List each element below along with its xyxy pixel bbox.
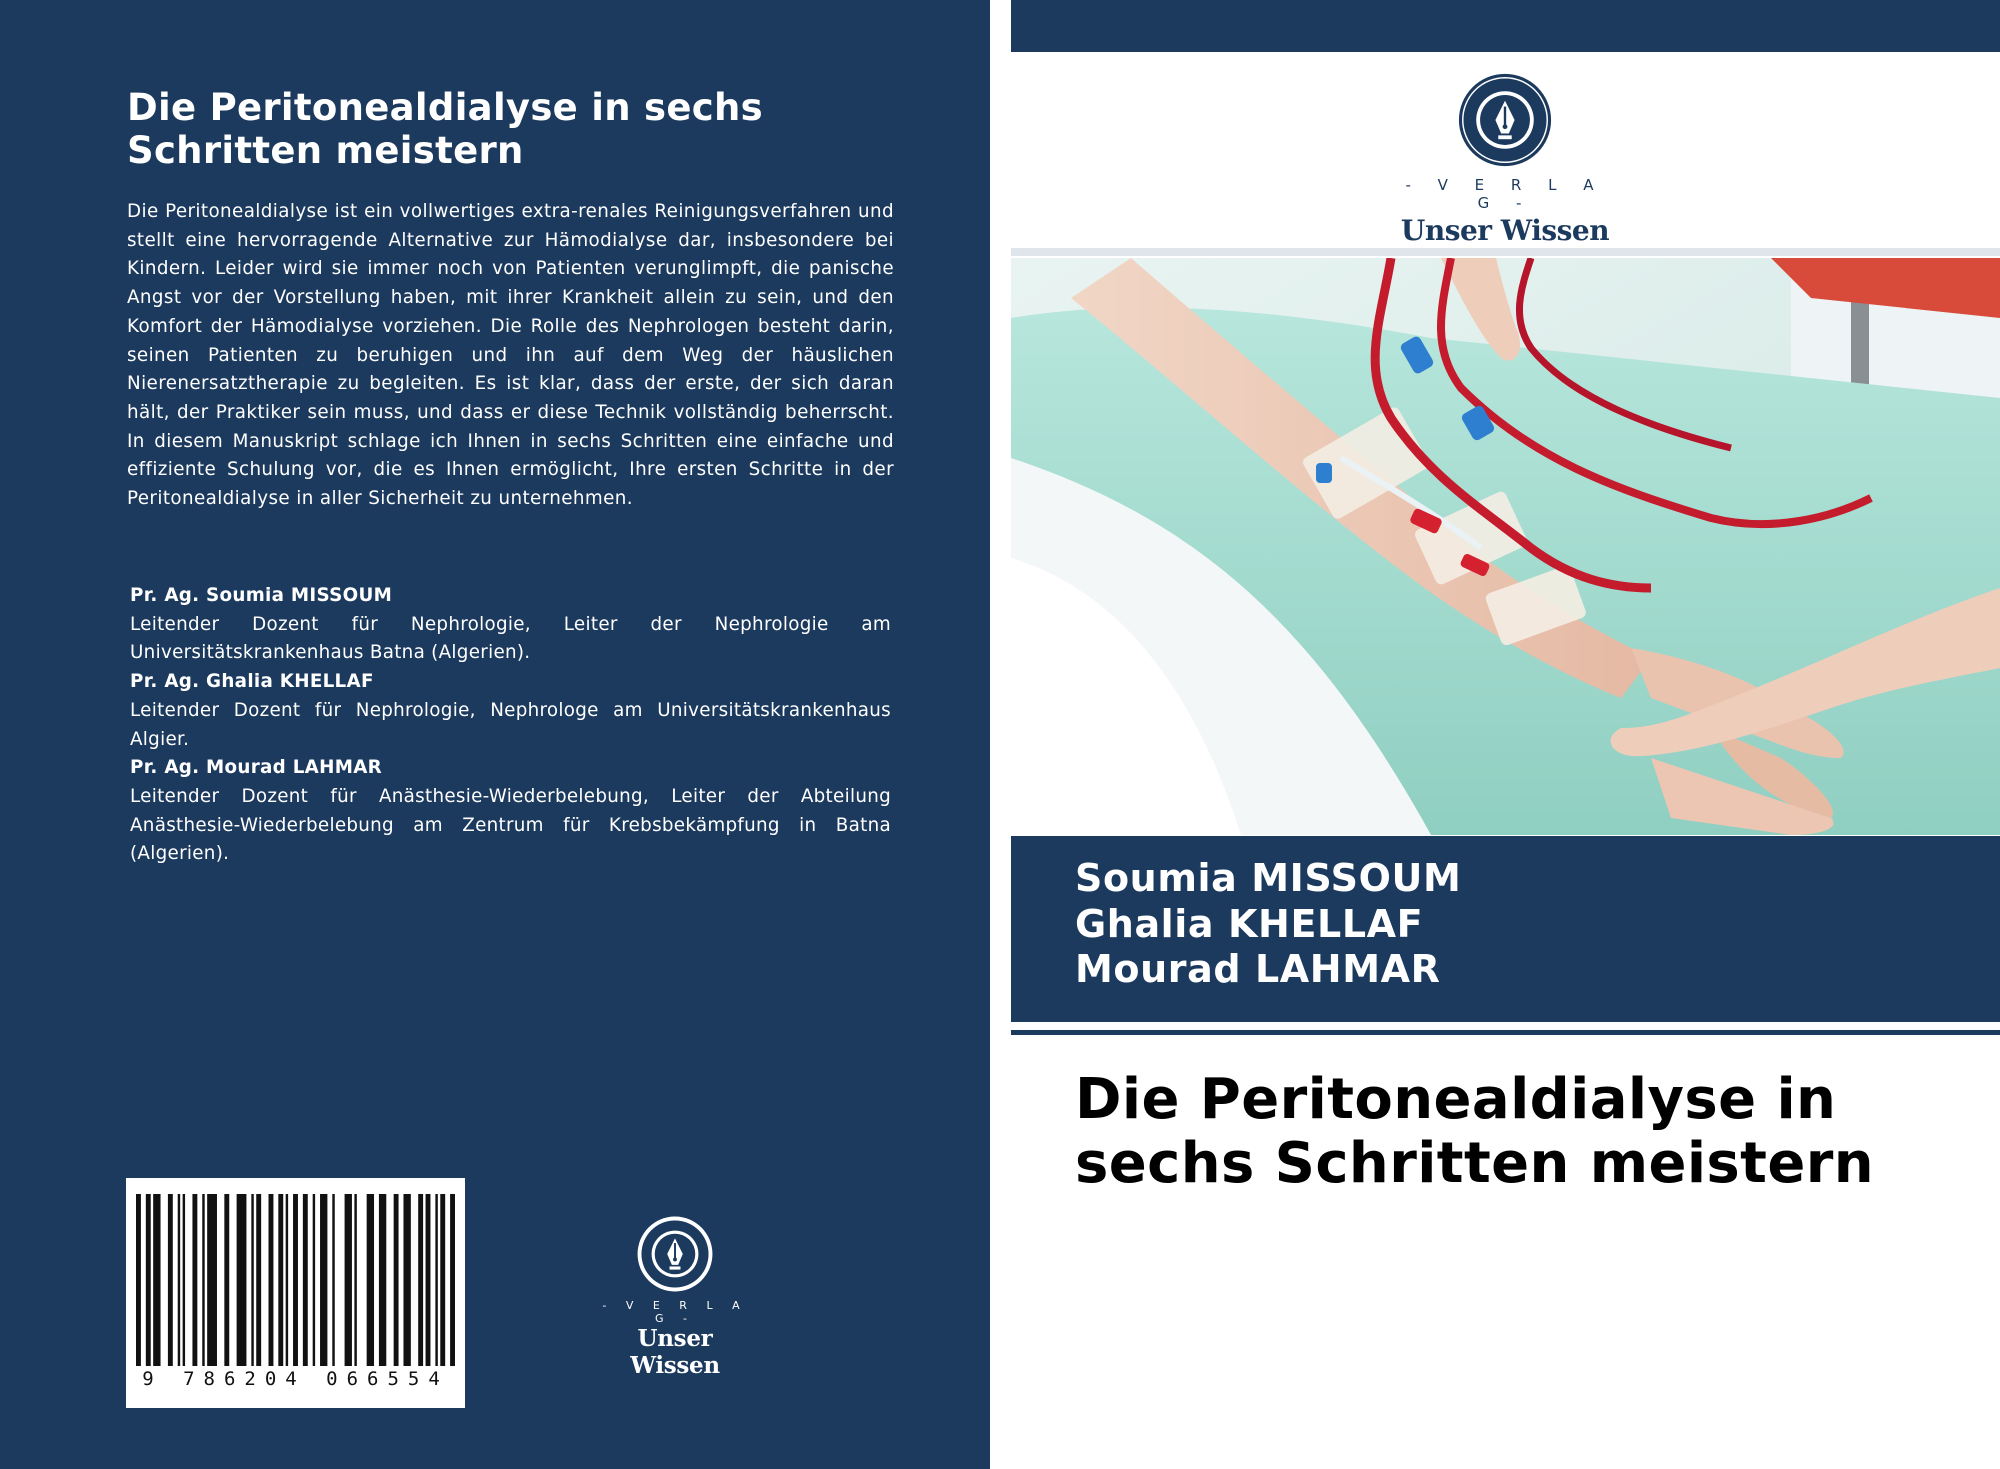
barcode-bar (379, 1194, 386, 1366)
front-cover-title: Die Peritonealdialyse in sechs Schritten meistern (1075, 1067, 1874, 1196)
publisher-brand: Unser Wissen (1400, 214, 1610, 247)
barcode-bar (345, 1194, 352, 1366)
author-name: Mourad LAHMAR (1075, 947, 1441, 991)
back-cover-blurb: Die Peritonealdialyse ist ein vollwertiges extra-renales Reinigungsverfahren und stellt eine hervorragende Alternative zur Hämodialyse dar, insbesondere bei Kindern. Leider wird sie immer noch von Patienten verunglimpft, die panische Angst vor der Vorstellung haben, mit ihrer Krankheit allein zu sein, und den Komfort der Hämodialyse vorziehen. Die Rolle des Nephrologen besteht darin, seinen Patienten zu beruhigen und ihn auf dem Weg der häuslichen Nierenersatztherapie zu begleiten. Es ist klar, dass der erste, der sich daran hält, der Praktiker sein muss, und dass er diese Technik vollständig beherrscht. In diesem Manuskript schlage ich Ihnen in sechs Schritten eine einfache und effiziente Schulung vor, die es Ihnen ermöglicht, Ihre ersten Schritte in der Peritonealdialyse in aller Sicherheit zu unternehmen. (127, 201, 894, 510)
barcode-bar (136, 1194, 141, 1366)
barcode-bar (440, 1194, 445, 1366)
barcode-bar (293, 1194, 298, 1366)
barcode-bar (251, 1194, 253, 1366)
author-band-rule (1011, 1030, 2000, 1035)
back-cover-title: Die Peritonealdialyse in sechs Schritten meistern (127, 86, 763, 172)
barcode-bar (320, 1194, 327, 1366)
barcode-bar (178, 1194, 180, 1366)
barcode-bars (136, 1194, 455, 1366)
author-name: Soumia MISSOUM (1075, 856, 1462, 900)
barcode-bar (303, 1194, 308, 1366)
barcode-bar (403, 1194, 410, 1366)
barcode-bar (313, 1194, 315, 1366)
author-band (1011, 836, 2000, 1022)
barcode-bar (153, 1194, 160, 1366)
spine-gap (990, 0, 1011, 1469)
bio-name: Pr. Ag. Ghalia KHELLAF (130, 671, 374, 693)
publisher-logo-front (1395, 72, 1615, 247)
barcode-bar (367, 1194, 374, 1366)
publisher-brand: Unser Wissen (630, 1325, 720, 1379)
barcode-bar (183, 1194, 185, 1366)
bio-text: Leitender Dozent für Nephrologie, Nephrologe am Universitätskrankenhaus Algier. (130, 699, 891, 750)
barcode-bar (192, 1194, 197, 1366)
verlag-label: - V E R L A G - (1405, 176, 1605, 212)
barcode-bar (450, 1194, 455, 1366)
barcode-bar (354, 1194, 356, 1366)
bio-name: Pr. Ag. Mourad LAHMAR (130, 757, 383, 779)
top-band (1011, 0, 2000, 52)
barcode-bar (224, 1194, 229, 1366)
author-bios (130, 582, 891, 869)
barcode-bar (256, 1194, 261, 1366)
bio-text: Leitender Dozent für Nephrologie, Leiter der Nephrologie am Universitätskrankenhaus Batna (Algerien). (130, 613, 891, 664)
barcode-bar (278, 1194, 283, 1366)
verlag-label: - V E R L A G - (602, 1299, 748, 1325)
barcode-bar (202, 1194, 204, 1366)
publisher-seal-icon (636, 1215, 714, 1293)
publisher-seal-icon (1457, 72, 1553, 168)
isbn-number: 9 786204 066554 (142, 1368, 449, 1390)
barcode-bar (168, 1194, 173, 1366)
barcode-bar (269, 1194, 274, 1366)
publisher-logo-back (590, 1215, 760, 1379)
author-name: Ghalia KHELLAF (1075, 901, 1424, 946)
bio-name: Pr. Ag. Soumia MISSOUM (130, 585, 393, 606)
cover-photo (1011, 258, 2000, 835)
barcode-bar (394, 1194, 399, 1366)
barcode-bar (332, 1194, 334, 1366)
isbn-barcode (126, 1178, 465, 1408)
barcode-bar (426, 1194, 431, 1366)
barcode-bar (207, 1194, 217, 1366)
front-cover (1011, 0, 2000, 1469)
barcode-bar (418, 1194, 423, 1366)
barcode-bar (237, 1194, 247, 1366)
barcode-bar (146, 1194, 151, 1366)
photo-top-rule (1011, 248, 2000, 256)
author-list (1075, 856, 1461, 993)
bio-text: Leitender Dozent für Anästhesie-Wiederbelebung, Leiter der Abteilung Anästhesie-Wiederbelebung am Zentrum für Krebsbekämpfung in Batna (Algerien). (130, 785, 891, 865)
back-cover (0, 0, 990, 1469)
dialysis-photo-illustration (1011, 258, 2000, 835)
barcode-bar (286, 1194, 288, 1366)
barcode-bar (435, 1194, 437, 1366)
